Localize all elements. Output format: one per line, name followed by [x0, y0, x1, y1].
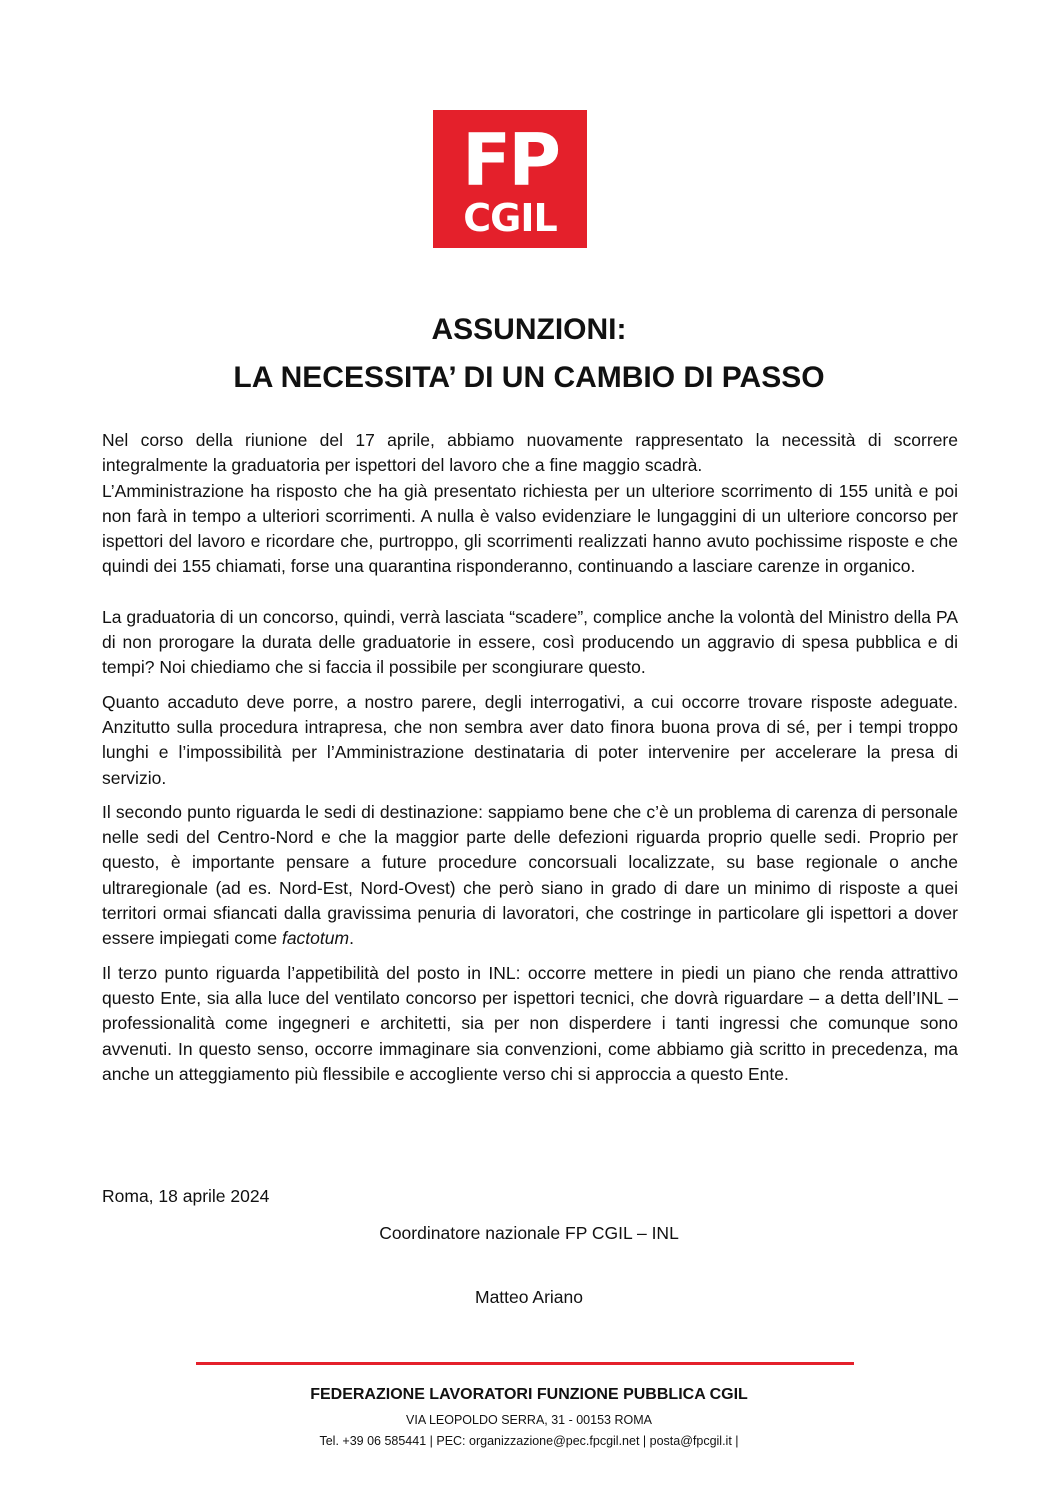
place-date: Roma, 18 aprile 2024: [102, 1186, 270, 1206]
logo-fp-text: FP: [462, 118, 558, 202]
footer-contacts: Tel. +39 06 585441 | PEC: organizzazione@pec.fpcgil.net | posta@fpcgil.it |: [319, 1434, 739, 1448]
paragraph-5-end: .: [349, 928, 354, 949]
paragraph-5-text: Il secondo punto riguarda le sedi di destinazione: sappiamo bene che c’è un problema di carenza di personale nelle sedi del Centro-Nord e che la maggior parte delle defezioni riguarda proprio quelle sedi. Proprio per questo, è importante pensare a future procedure concorsuali localizzate, su base regionale o anche ultraregionale (ad es. Nord-Est, Nord-Ovest) che però siano in grado di dare un minimo di risposte a quei territori ormai sfiancati dalla gravissima penuria di lavoratori, che costringe in particolare gli ispettori a dover essere impiegati come: [102, 801, 958, 949]
footer-organization: FEDERAZIONE LAVORATORI FUNZIONE PUBBLICA CGIL: [310, 1386, 748, 1403]
paragraph-1: Nel corso della riunione del 17 aprile, abbiamo nuovamente rappresentato la necessità di scorrere integralmente la graduatoria per ispettori del lavoro che a fine maggio scadrà.: [102, 430, 958, 476]
logo-cgil-text: CGIL: [463, 196, 557, 240]
paragraph-6: Il terzo punto riguarda l’appetibilità del posto in INL: occorre mettere in piedi un piano che renda attrattivo questo Ente, sia alla luce del ventilato concorso per ispettori tecnici, che dovrà riguardare – a detta dell’INL – professionalità come ingegneri e architetti, sia per non disperdere i tanti ingressi che comunque sono avvenuti. In questo senso, occorre immaginare sia convenzioni, come abbiamo già scritto in precedenza, ma anche un atteggiamento più flessibile e accogliente verso chi si approccia a questo Ente.: [102, 962, 958, 1084]
document-body: [102, 428, 958, 1087]
paragraph-5: [102, 800, 958, 952]
signer-role: Coordinatore nazionale FP CGIL – INL: [379, 1223, 679, 1243]
paragraph-5-italic: factotum: [281, 928, 350, 949]
fp-cgil-logo: [433, 110, 587, 248]
document-title-line-1: ASSUNZIONI:: [431, 313, 627, 346]
document-title-line-2: LA NECESSITA’ DI UN CAMBIO DI PASSO: [233, 361, 825, 394]
footer-address: VIA LEOPOLDO SERRA, 31 - 00153 ROMA: [406, 1413, 652, 1427]
paragraph-4: Quanto accaduto deve porre, a nostro parere, degli interrogativi, a cui occorre trovare risposte adeguate. Anzitutto sulla procedura intrapresa, che non sembra aver dato finora buona prova di sé, per i tempi troppo lunghi e l’impossibilità per l’Amministrazione destinataria di poter intervenire per accelerare la presa di servizio.: [102, 691, 958, 788]
paragraph-2: L’Amministrazione ha risposto che ha già presentato richiesta per un ulteriore scorrimento di 155 unità e poi non farà in tempo a ulteriori scorrimenti. A nulla è valso evidenziare le lungaggini di un ulteriore concorso per ispettori del lavoro e ricordare che, purtroppo, gli scorrimenti realizzati hanno avuto pochissime risposte e che quindi dei 155 chiamati, forse una quarantina risponderanno, continuando a lasciare carenze in organico.: [102, 480, 958, 577]
footer-divider: [196, 1362, 854, 1365]
signer-name: Matteo Ariano: [475, 1287, 583, 1307]
paragraph-3: La graduatoria di un concorso, quindi, verrà lasciata “scadere”, complice anche la volontà del Ministro della PA di non prorogare la durata delle graduatorie in essere, così producendo un aggravio di spesa pubblica e di tempi? Noi chiediamo che si faccia il possibile per scongiurare questo.: [102, 606, 958, 678]
